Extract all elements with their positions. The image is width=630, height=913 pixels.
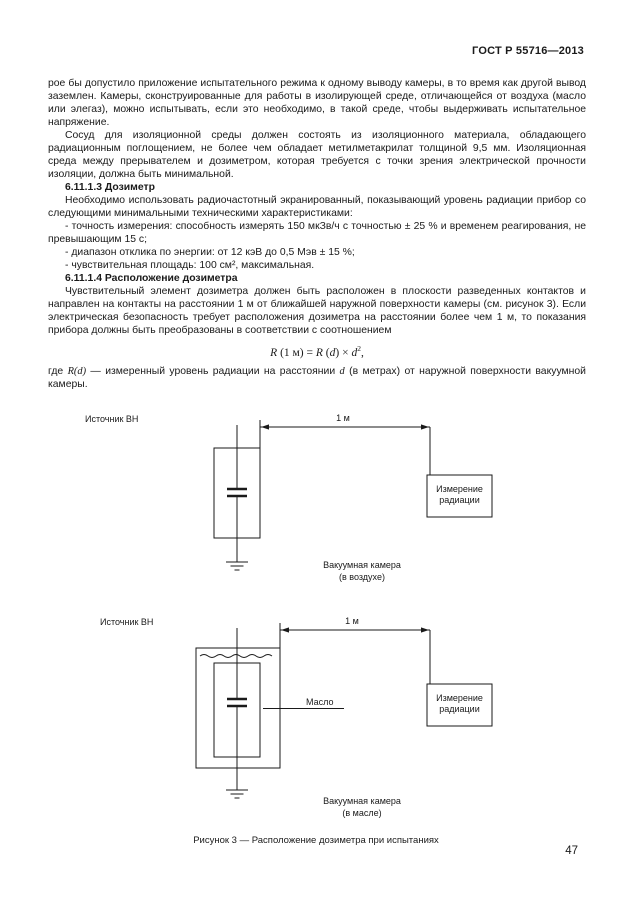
formula-text: ) ×: [335, 346, 352, 359]
document-body: [48, 77, 586, 391]
explanation-var: R(d): [67, 365, 87, 377]
doc-number: ГОСТ Р 55716—2013: [472, 45, 584, 57]
explanation-text: где: [48, 365, 68, 377]
ground-symbol: [226, 562, 248, 570]
meter-label-line1: Измерение: [436, 693, 483, 703]
formula-var: R: [315, 346, 323, 359]
list-item-accuracy: - точность измерения: способность измерять 150 мкЗв/ч с точностью ± 25 % и временем реагирования, не превышающим 15 с;: [48, 221, 586, 245]
hv-source-label: Источник ВН: [100, 617, 154, 627]
formula-var: d: [329, 346, 336, 359]
meter-label-line2: радиации: [439, 495, 480, 505]
meter-label-line2: радиации: [439, 704, 480, 714]
formula: [48, 342, 586, 360]
page-number: 47: [565, 845, 578, 857]
formula-text: ,: [360, 346, 364, 359]
formula-superscript: 2: [357, 344, 361, 353]
formula-text: (1 м) =: [277, 346, 316, 359]
explanation-text: (в метрах) от наружной поверхности вакуумной камеры.: [48, 365, 586, 390]
formula-text: (: [322, 346, 330, 359]
paragraph-insulating-vessel: Сосуд для изоляционной среды должен состоять из изоляционного материала, обладающего радиационным поглощением, не более чем обладает метилметакрилат толщиной 9,5 мм. Изоляционная среда между прерывателем и дозиметром, которая требуется с точки зрения электрической прочности изоляции, должна быть минимальной.: [48, 130, 586, 180]
paragraph-continuation: рое бы допустило приложение испытательного режима к одному выводу камеры, в то время как другой вывод заземлен. Камеры, сконструированные для работы в изолирующей среде, отличающейся от воздуха (масло или элегаз), можно испытывать, если это необходимо, в такой среде, чтобы выдерживать испытательное напряжение.: [48, 78, 586, 128]
paragraph-dosimeter-requirements: Необходимо использовать радиочастотный экранированный, показывающий уровень радиации прибор со следующими минимальными техническими характеристиками:: [48, 195, 586, 219]
list-item-sensitive-area: - чувствительная площадь: 100 см², максимальная.: [65, 260, 315, 271]
paragraph-dosimeter-placement: Чувствительный элемент дозиметра должен быть расположен в плоскости разведенных контактов и направлен на контакты на расстоянии 1 м от ближайшей наружной поверхности камеры (см. рисунок 3). Если электрическая безопасность требует расположения дозиметра на расстоянии более чем 1 м, то показания прибора должны быть преобразованы в соответствии с соотношением: [48, 286, 586, 336]
hv-source-label: Источник ВН: [85, 414, 139, 424]
diagram-oil: [100, 616, 492, 818]
explanation-var: d: [339, 365, 345, 377]
oil-label: Масло: [306, 697, 334, 707]
ground-symbol: [226, 790, 248, 798]
chamber-caption-line2: (в воздухе): [339, 572, 385, 582]
arrowhead-left-icon: [281, 627, 289, 632]
meter-label-line1: Измерение: [436, 484, 483, 494]
explanation-text: — измеренный уровень радиации на расстоянии: [86, 365, 340, 377]
formula-var: R: [270, 346, 278, 359]
diagram-air: [85, 413, 492, 582]
arrowhead-right-icon: [421, 424, 429, 429]
list-item-energy-range: - диапазон отклика по энергии: от 12 кэВ до 0,5 Мэв ± 15 %;: [65, 247, 355, 258]
figure-3: [0, 405, 630, 850]
figure-caption: Рисунок 3 — Расположение дозиметра при испытаниях: [193, 835, 439, 846]
chamber-caption-line2: (в масле): [342, 808, 382, 818]
formula-var: d: [351, 346, 358, 359]
oil-surface-wave: [200, 655, 272, 658]
arrowhead-right-icon: [421, 627, 429, 632]
distance-label: 1 м: [345, 616, 359, 626]
subclause-heading-6-11-1-4: 6.11.1.4 Расположение дозиметра: [65, 273, 238, 284]
arrowhead-left-icon: [261, 424, 269, 429]
subclause-heading-6-11-1-3: 6.11.1.3 Дозиметр: [65, 182, 155, 193]
chamber-caption-line1: Вакуумная камера: [323, 560, 401, 570]
distance-label: 1 м: [336, 413, 350, 423]
formula-explanation: [48, 365, 586, 391]
chamber-caption-line1: Вакуумная камера: [323, 796, 401, 806]
